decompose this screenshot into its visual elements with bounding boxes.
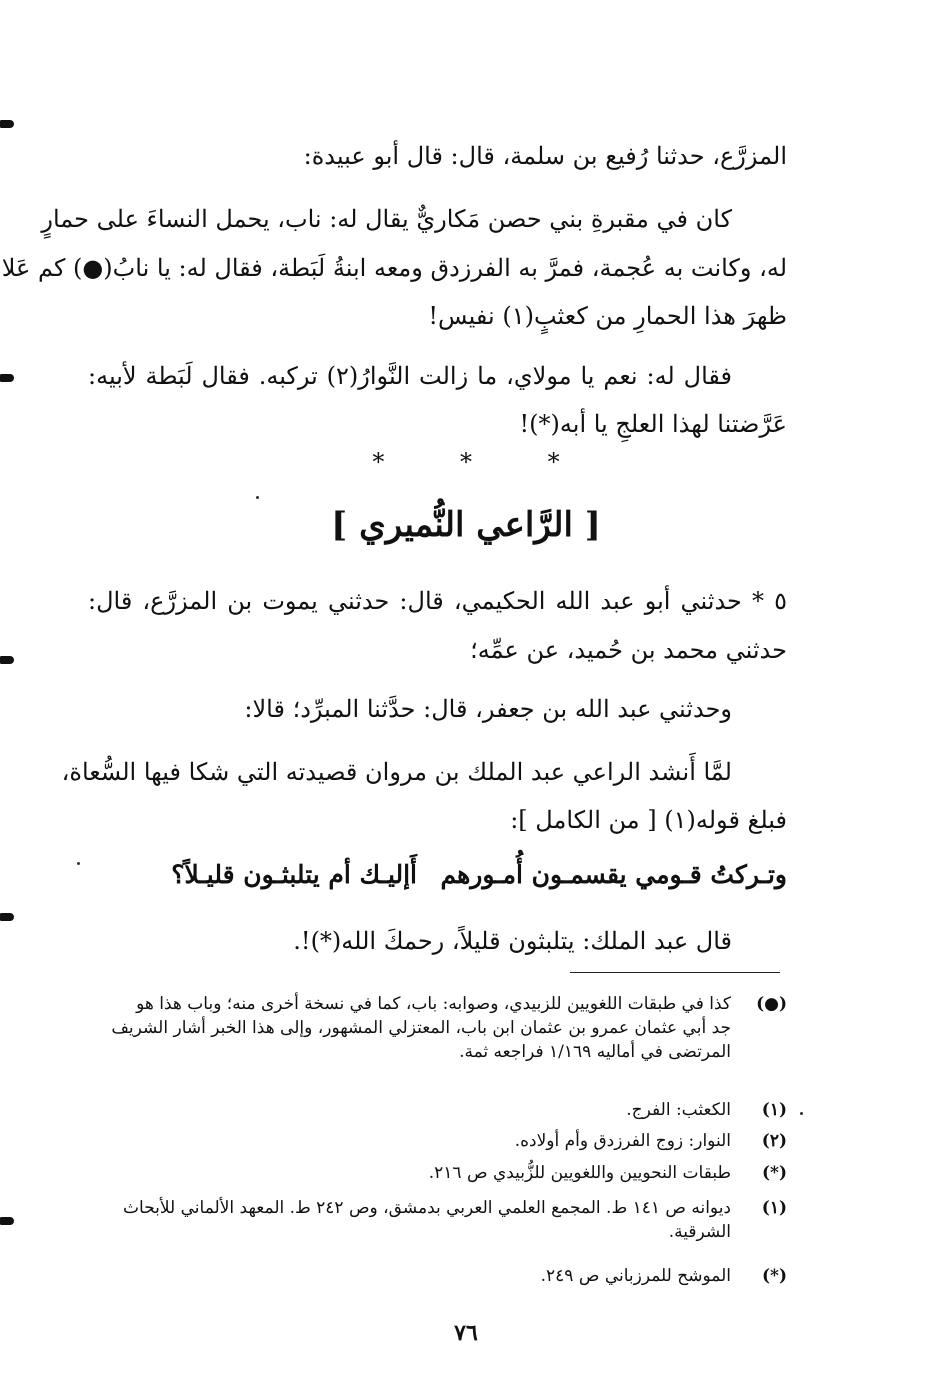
footnote-line: الكعثب: الفرج. [626,1100,731,1120]
text-line-11: فبلغ قوله(١) [ من الكامل ]: [510,806,787,834]
footnote-marker: (*) [762,1163,787,1183]
footnote-1 [88,992,787,1066]
text-line-9: وحدثني عبد الله بن جعفر، قال: حدَّثنا المبرِّد؛ قالا: [244,695,732,723]
footnote-line: كذا في طبقات اللغويين للزبيدي، وصوابه: باب، كما في نسخة أخرى منه؛ وباب هذا هو [136,994,731,1014]
text-line-12: قال عبد الملك: يتلبثون قليلاً، رحمكَ الله(*)!. [293,927,732,955]
footnote-line: الشرقية. [668,1222,731,1242]
footnote-marker: (٢) [761,1131,787,1151]
footnote-divider [570,972,780,973]
footnote-marker: (●) [756,994,787,1014]
footnote-5 [88,1196,787,1248]
footnote-3 [88,1129,787,1155]
margin-binding-mark [0,656,14,664]
text-line-4: ظهرَ هذا الحمارِ من كعثبٍ(١) نفيس! [428,302,787,330]
scan-speck [800,1112,803,1115]
footnote-line: الموشح للمرزباني ص ٢٤٩. [540,1266,731,1286]
text-line-8: حدثني محمد بن حُميد، عن عمِّه؛ [470,636,787,664]
poem-hemistich-2: أَإليـك أم يتلبثـون قليـلاً؟ [171,860,417,889]
text-line-3: له، وكانت به عُجمة، فمرَّ به الفرزدق ومعه ابنةُ لَبَطة، فقال له: يا نابُ(●) كم عَلا [1,254,787,282]
footnote-line: جد أبي عثمان عمرو بن عثمان ابن باب، المعتزلي المشهور، وإلى هذا الخبر أشار الشريف [111,1018,731,1038]
footnote-6 [88,1264,787,1290]
margin-binding-mark [0,1217,14,1225]
text-line-2: كان في مقبرةِ بني حصن مَكاريٌّ يقال له: ناب، يحمل النساءَ على حمارٍ [41,205,732,233]
footnote-marker: (١) [761,1100,787,1120]
poem-hemistich-1: وتـركتُ قـومي يقسمـون أُمـورهم [440,860,787,889]
page-number: ٧٦ [454,1320,478,1346]
section-separator-stars: * * * [372,448,594,476]
scan-speck [77,862,80,865]
scan-speck [256,496,259,499]
text-line-10: لمَّا أَنشد الراعي عبد الملك بن مروان قصيدته التي شكا فيها السُّعاة، [61,758,732,786]
margin-binding-mark [0,913,14,921]
footnote-marker: (*) [762,1266,787,1286]
footnote-line: ديوانه ص ١٤١ ط. المجمع العلمي العربي بدمشق، وص ٢٤٢ ط. المعهد الألماني للأبحاث [123,1198,731,1218]
footnote-line: المرتضى في أماليه ١/١٦٩ فراجعه ثمة. [459,1042,731,1062]
poem-verse [88,860,787,900]
text-line-7: ٥ * حدثني أبو عبد الله الحكيمي، قال: حدثني يموت بن المزرَّع، قال: [88,587,787,615]
footnote-marker: (١) [761,1198,787,1218]
margin-binding-mark [0,120,14,128]
section-heading: [ الرَّاعي النُّميري ] [331,505,601,545]
footnote-line: النوار: زوج الفرزدق وأم أولاده. [514,1131,731,1151]
margin-binding-mark [0,374,14,382]
footnote-2 [88,1098,787,1124]
text-line-1: المزرَّع، حدثنا رُفيع بن سلمة، قال: قال أبو عبيدة: [303,142,787,170]
text-line-5: فقال له: نعم يا مولاي، ما زالت النَّوارُ(٢) تركبه. فقال لَبَطة لأبيه: [88,362,732,390]
text-line-6: عَرَّضتنا لهذا العلجِ يا أبه(*)! [519,410,787,438]
footnote-4 [88,1161,787,1187]
footnote-line: طبقات النحويين واللغويين للزُّبيدي ص ٢١٦. [428,1163,731,1183]
